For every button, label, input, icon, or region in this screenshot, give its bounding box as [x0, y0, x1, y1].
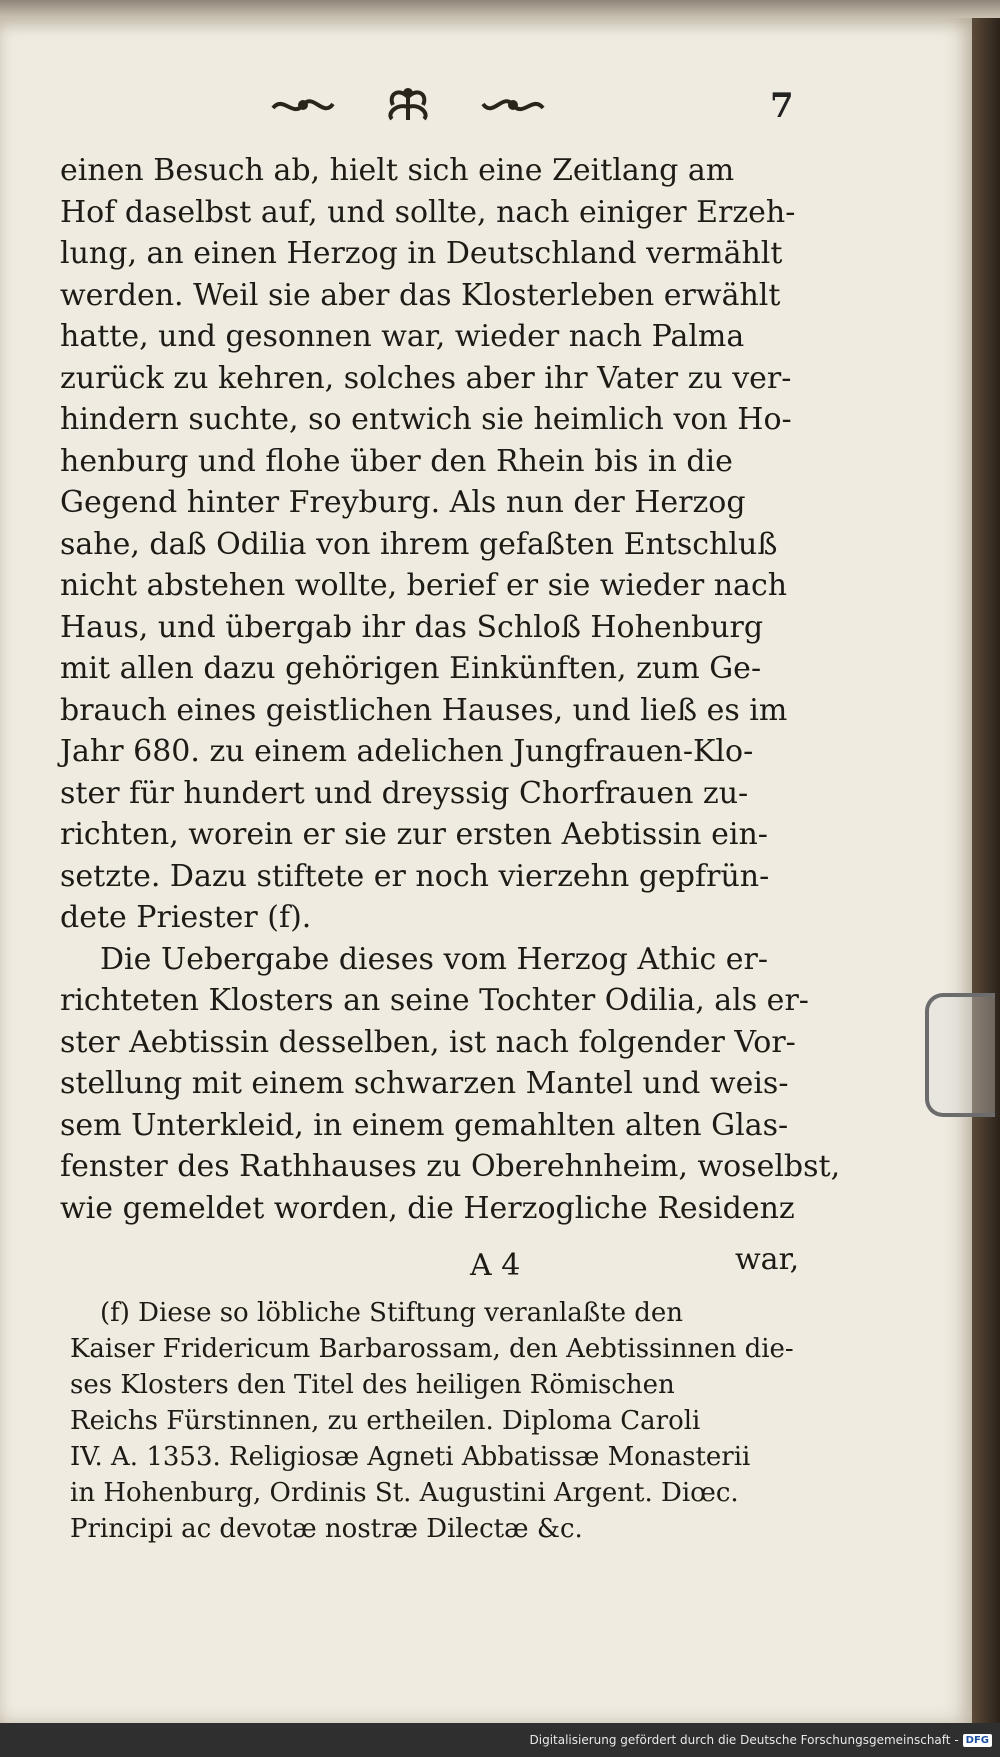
text-line: sem Unterkleid, in einem gemahlten alten Glas- — [60, 1107, 789, 1143]
text-line: henburg und flohe über den Rhein bis in die — [60, 443, 733, 479]
body-text — [60, 150, 841, 1229]
text-line: Hof daselbst auf, und sollte, nach einiger Erzeh- — [60, 194, 796, 230]
text-line: dete Priester (f). — [60, 900, 312, 935]
header-ornament — [268, 80, 548, 130]
text-line: hatte, und gesonnen war, wieder nach Palma — [60, 319, 745, 354]
page-clip — [925, 993, 995, 1117]
footnote — [70, 1295, 850, 1547]
footnote-line: IV. A. 1353. Religiosæ Agneti Abbatissæ Monasterii — [70, 1442, 751, 1472]
footnote-line: in Hohenburg, Ordinis St. Augustini Argent. Diœc. — [70, 1478, 739, 1508]
digitization-credit-bar — [0, 1723, 1000, 1757]
text-line: sahe, daß Odilia von ihrem gefaßten Entschluß — [60, 526, 778, 562]
credit-text: Digitalisierung gefördert durch die Deutsche Forschungsgemeinschaft - — [529, 1733, 959, 1747]
fleuron-icon — [478, 90, 548, 120]
text-line: richteten Klosters an seine Tochter Odilia, als er- — [60, 983, 809, 1018]
text-line: Gegend hinter Freyburg. Als nun der Herzog — [60, 485, 746, 520]
fleuron-icon — [268, 90, 338, 120]
text-line: lung, an einen Herzog in Deutschland vermählt — [60, 236, 783, 271]
text-line: Die Uebergabe dieses vom Herzog Athic er- — [100, 941, 769, 977]
text-line: zurück zu kehren, solches aber ihr Vater zu ver- — [60, 360, 792, 396]
text-line: Jahr 680. zu einem adelichen Jungfrauen-Klo- — [60, 734, 754, 769]
text-line: richten, worein er sie zur ersten Aebtissin ein- — [60, 817, 768, 852]
footnote-line: (f) Diese so löbliche Stiftung veranlaßte den — [100, 1298, 684, 1328]
page-number: 7 — [770, 86, 794, 126]
text-line: mit allen dazu gehörigen Einkünften, zum Ge- — [60, 651, 762, 686]
floral-ornament-icon — [378, 85, 438, 125]
dfg-logo: DFG — [963, 1734, 992, 1747]
footnote-line: Kaiser Fridericum Barbarossam, den Aebtissinnen die- — [70, 1334, 794, 1364]
text-line: nicht abstehen wollte, berief er sie wieder nach — [60, 568, 788, 603]
footnote-line: Principi ac devotæ nostræ Dilectæ &c. — [70, 1514, 583, 1544]
text-line: ster Aebtissin desselben, ist nach folgender Vor- — [60, 1024, 796, 1060]
text-line: setzte. Dazu stiftete er noch vierzehn gepfrün- — [60, 858, 770, 894]
book-fore-edge — [972, 18, 1000, 1723]
text-line: brauch eines geistlichen Hauses, und ließ es im — [60, 692, 788, 728]
text-line: wie gemeldet worden, die Herzogliche Residenz — [60, 1190, 795, 1226]
text-line: einen Besuch ab, hielt sich eine Zeitlang am — [60, 153, 735, 188]
text-line: hindern suchte, so entwich sie heimlich von Ho- — [60, 402, 792, 437]
text-line: fenster des Rathhauses zu Oberehnheim, woselbst, — [60, 1149, 841, 1184]
footnote-line: Reichs Fürstinnen, zu ertheilen. Diploma Caroli — [70, 1406, 701, 1436]
catchword: war, — [735, 1242, 800, 1277]
text-line: ster für hundert und dreyssig Chorfrauen zu- — [60, 775, 749, 811]
text-line: stellung mit einem schwarzen Mantel und weis- — [60, 1066, 789, 1101]
signature-mark: A 4 — [470, 1248, 521, 1283]
text-line: Haus, und übergab ihr das Schloß Hohenburg — [60, 609, 764, 645]
text-line: werden. Weil sie aber das Klosterleben erwählt — [60, 277, 781, 313]
footnote-line: ses Klosters den Titel des heiligen Römischen — [70, 1370, 675, 1400]
